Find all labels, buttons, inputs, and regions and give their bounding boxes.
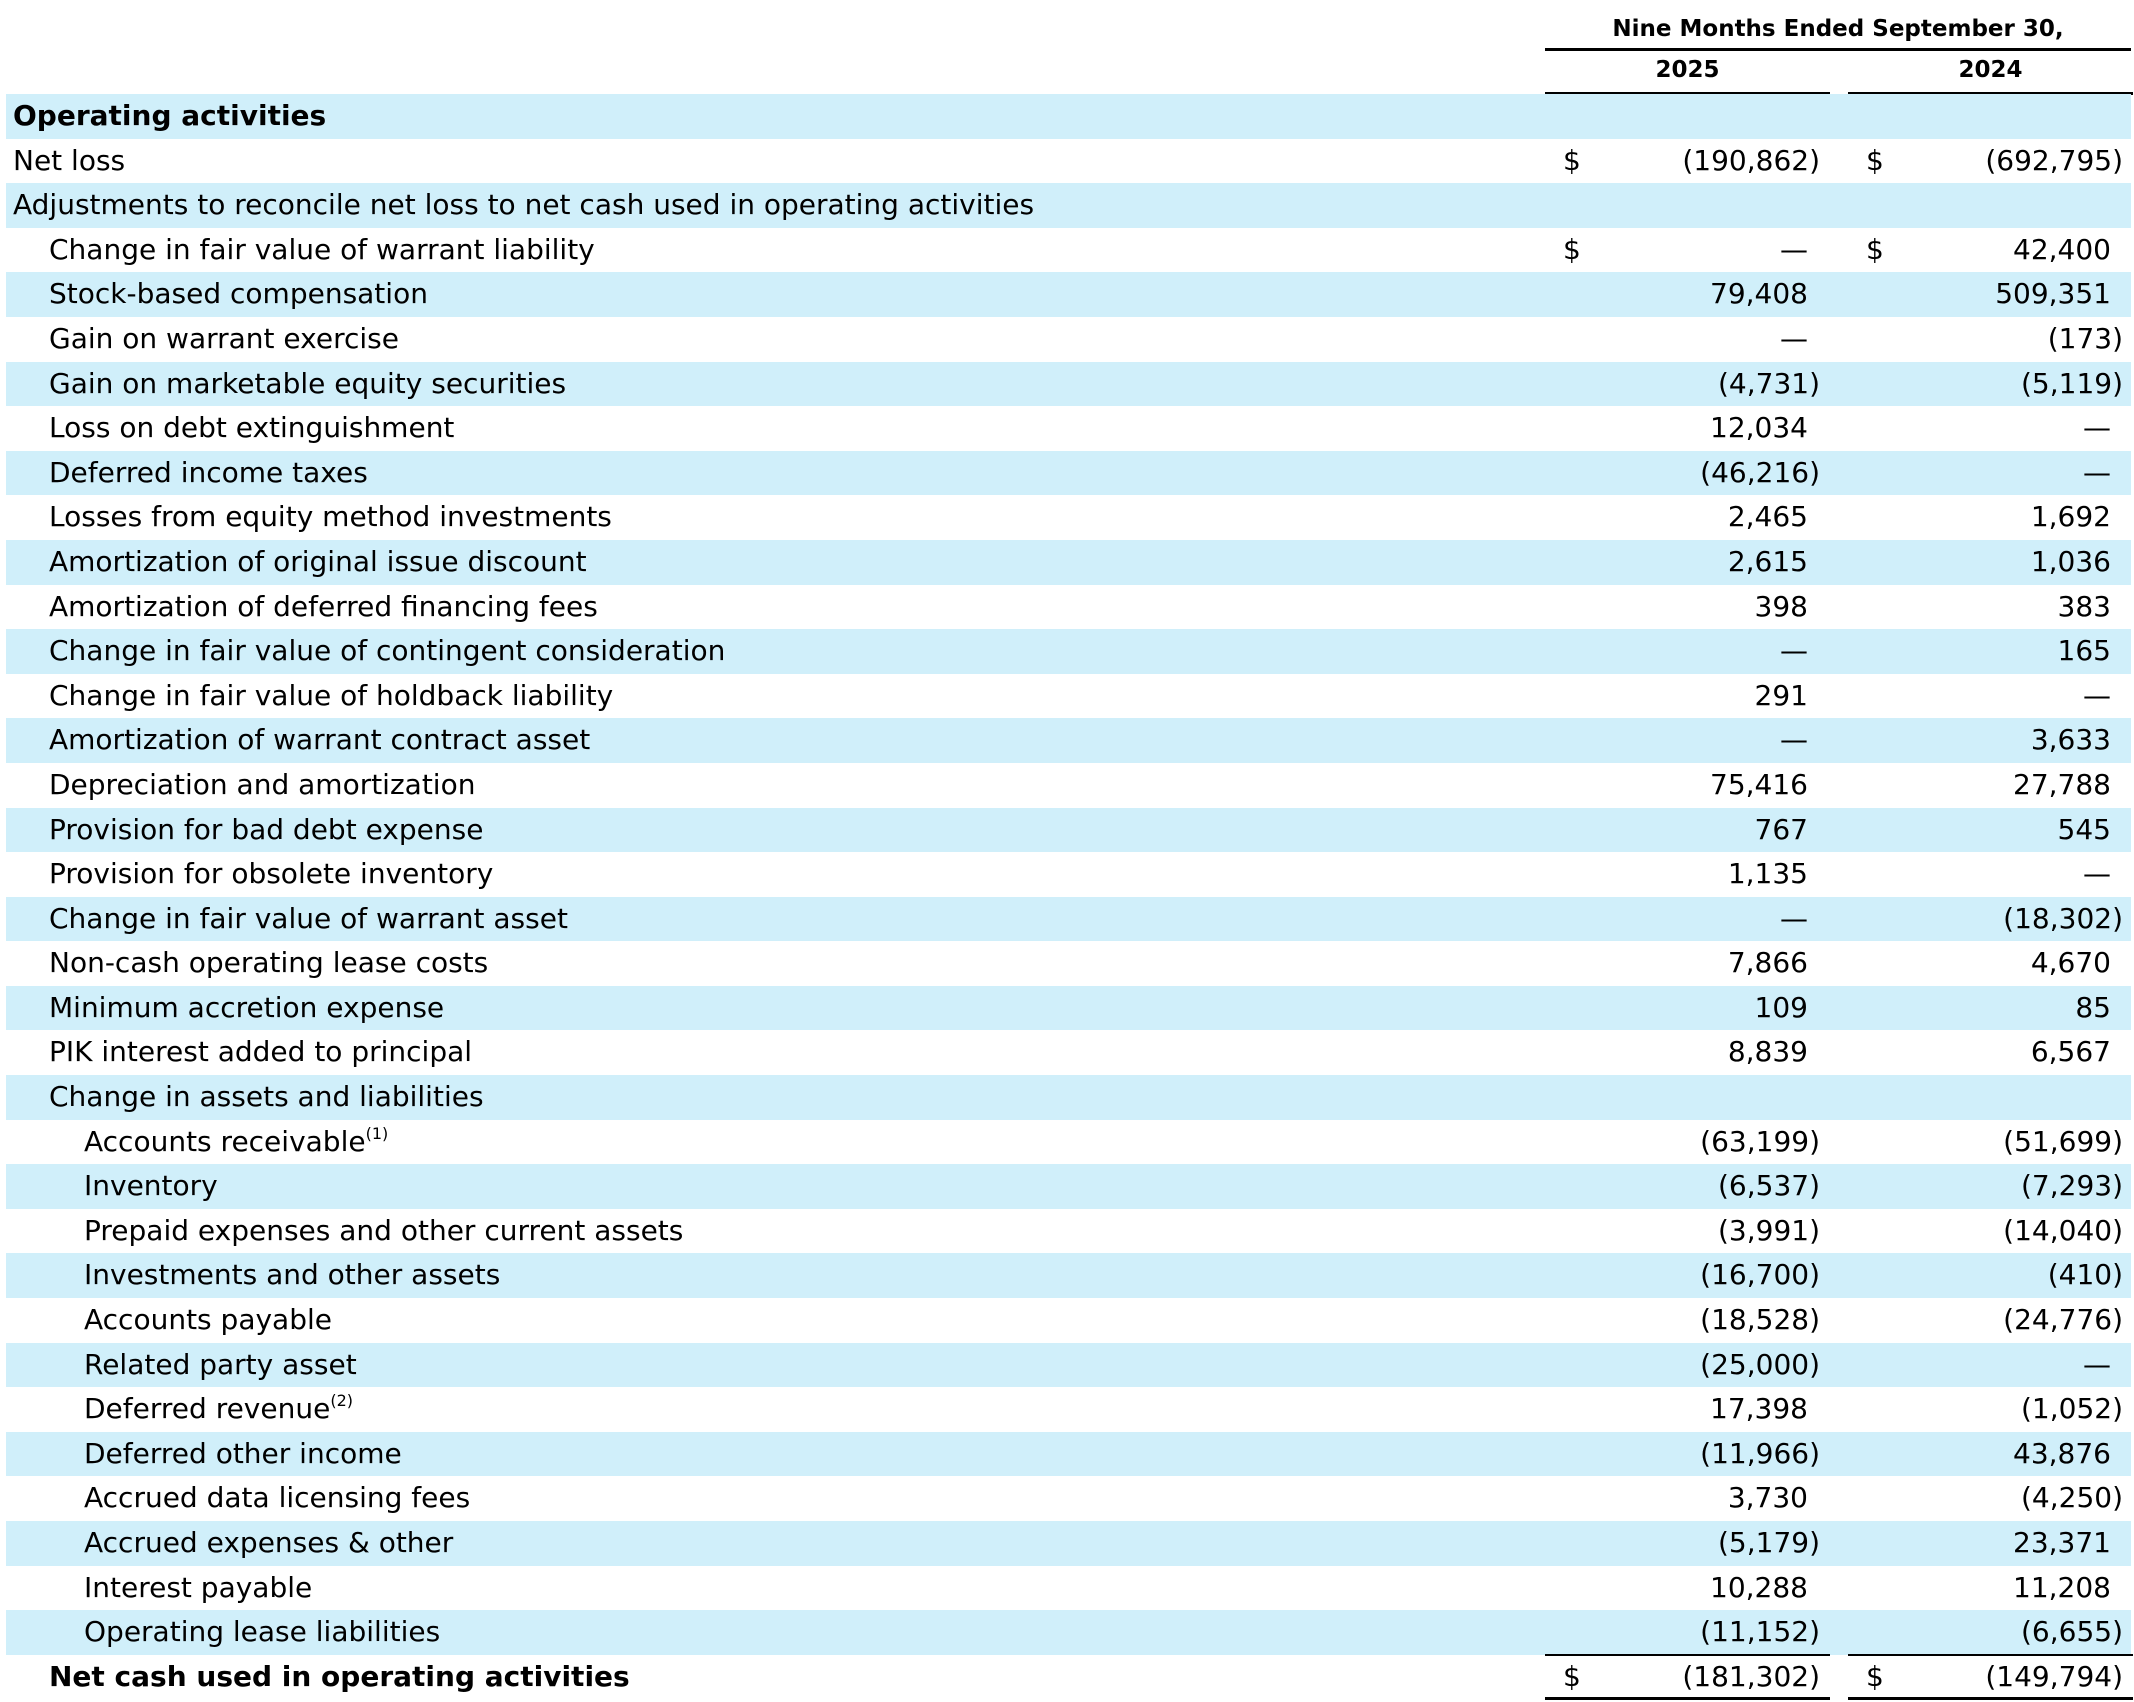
value-2024: 545	[2057, 812, 2111, 846]
currency-2024: $	[1866, 232, 1884, 266]
table-row	[6, 718, 2131, 763]
value-2024: 43,876	[2013, 1436, 2111, 1470]
currency-2025: $	[1563, 232, 1581, 266]
value-2024: 3,633	[2030, 723, 2111, 757]
value-2024: (14,040)	[2003, 1213, 2123, 1247]
row-label: Amortization of deferred financing fees	[49, 589, 598, 623]
value-2024: (410)	[2047, 1258, 2123, 1292]
value-2025: 398	[1754, 589, 1808, 623]
value-2025: —	[1780, 901, 1808, 935]
row-label: Amortization of warrant contract asset	[49, 723, 591, 757]
value-2025: 767	[1754, 812, 1808, 846]
table-row	[6, 1432, 2131, 1477]
value-2024: 1,692	[2030, 500, 2111, 534]
row-label: Prepaid expenses and other current assets	[84, 1213, 684, 1247]
table-row	[6, 1343, 2131, 1388]
footnote-marker: (1)	[365, 1123, 389, 1143]
row-label: Interest payable	[84, 1570, 313, 1604]
value-2025: (181,302)	[1682, 1659, 1820, 1693]
value-2025: 10,288	[1710, 1570, 1808, 1604]
row-label: Operating activities	[13, 99, 327, 132]
value-2024: (4,250)	[2020, 1481, 2123, 1515]
table-row	[6, 629, 2131, 674]
value-2024: —	[2083, 455, 2111, 489]
row-label: Gain on warrant exercise	[49, 321, 399, 355]
period-heading: Nine Months Ended September 30,	[1612, 16, 2064, 42]
row-label: Amortization of original issue discount	[49, 544, 587, 578]
currency-2024: $	[1866, 1659, 1884, 1693]
row-label: Accounts receivable$^{(1)}$	[84, 1123, 389, 1158]
total-2025-top-rule	[1545, 1654, 1830, 1656]
value-2024: —	[2083, 678, 2111, 712]
row-label: Deferred income taxes	[49, 455, 368, 489]
row-label: Deferred revenue$^{(2)}$	[84, 1391, 353, 1426]
value-2024: 6,567	[2030, 1035, 2111, 1069]
value-2025: (16,700)	[1700, 1258, 1820, 1292]
table-row	[6, 228, 2131, 273]
value-2025: 75,416	[1710, 767, 1808, 801]
value-2024: 383	[2057, 589, 2111, 623]
row-label: Non-cash operating lease costs	[49, 946, 489, 980]
currency-2024: $	[1866, 143, 1884, 177]
footnote-marker: (2)	[330, 1391, 353, 1411]
table-row	[6, 272, 2131, 317]
value-2025: 7,866	[1727, 946, 1808, 980]
value-2024: 85	[2075, 990, 2111, 1024]
row-label: Related party asset	[84, 1347, 357, 1381]
value-2025: 17,398	[1710, 1392, 1808, 1426]
table-row	[6, 808, 2131, 853]
row-label: Provision for obsolete inventory	[49, 857, 494, 891]
table-row	[6, 406, 2131, 451]
total-2024-bottom-rule	[1848, 1697, 2133, 1700]
value-2024: 4,670	[2030, 946, 2111, 980]
row-label: Gain on marketable equity securities	[49, 366, 567, 400]
value-2025: —	[1780, 723, 1808, 757]
value-2024: 23,371	[2013, 1526, 2111, 1559]
table-row	[6, 1387, 2131, 1432]
year-2025-heading: 2025	[1655, 57, 1720, 83]
row-label: Accounts payable	[84, 1303, 332, 1337]
total-2025-bottom-rule	[1545, 1697, 1830, 1700]
value-2025: (18,528)	[1700, 1303, 1820, 1337]
value-2024: (1,052)	[2020, 1392, 2123, 1426]
row-label: Accrued expenses & other	[84, 1526, 454, 1559]
value-2025: (25,000)	[1700, 1347, 1820, 1381]
value-2025: 3,730	[1727, 1481, 1808, 1515]
value-2024: (149,794)	[1985, 1659, 2123, 1693]
table-row	[6, 1030, 2131, 1075]
row-label: Depreciation and amortization	[49, 767, 476, 801]
row-label: Change in fair value of warrant asset	[49, 901, 568, 935]
value-2025: (6,537)	[1717, 1169, 1820, 1203]
value-2025: 291	[1754, 678, 1808, 712]
row-label: Deferred other income	[84, 1436, 402, 1470]
row-label: PIK interest added to principal	[49, 1035, 473, 1069]
table-row	[6, 986, 2131, 1031]
row-label: Operating lease liabilities	[84, 1615, 441, 1649]
value-2024: (51,699)	[2003, 1124, 2123, 1158]
value-2025: (4,731)	[1717, 366, 1820, 400]
value-2025: (63,199)	[1700, 1124, 1820, 1158]
value-2025: (3,991)	[1717, 1213, 1820, 1247]
value-2024: (6,655)	[2020, 1615, 2123, 1649]
value-2025: —	[1780, 321, 1808, 355]
table-row	[6, 495, 2131, 540]
value-2025: 2,465	[1727, 500, 1808, 534]
value-2025: 2,615	[1727, 544, 1808, 578]
value-2025: (11,966)	[1700, 1436, 1820, 1470]
value-2024: 1,036	[2030, 544, 2111, 578]
period-underline	[1545, 48, 2131, 51]
value-2025: (5,179)	[1717, 1526, 1820, 1559]
table-row	[6, 763, 2131, 808]
row-label: Losses from equity method investments	[49, 500, 612, 534]
value-2025: 1,135	[1727, 857, 1808, 891]
table-row	[6, 1610, 2131, 1655]
row-label: Net cash used in operating activities	[49, 1659, 630, 1693]
row-label: Accrued data licensing fees	[84, 1481, 471, 1515]
value-2025: (190,862)	[1682, 143, 1820, 177]
row-label: Loss on debt extinguishment	[49, 411, 455, 445]
row-label: Change in fair value of warrant liability	[49, 232, 595, 266]
value-2025: (11,152)	[1700, 1615, 1820, 1649]
table-row	[6, 451, 2131, 496]
currency-2025: $	[1563, 143, 1581, 177]
table-row	[6, 1164, 2131, 1209]
table-row	[6, 1298, 2131, 1343]
value-2024: (692,795)	[1985, 143, 2123, 177]
table-row	[6, 1566, 2131, 1611]
value-2024: 509,351	[1995, 277, 2111, 311]
year-2024-heading: 2024	[1958, 57, 2023, 83]
table-row	[6, 94, 2131, 139]
table-row	[6, 139, 2131, 184]
value-2024: 42,400	[2013, 232, 2111, 266]
table-row	[6, 1476, 2131, 1521]
currency-2025: $	[1563, 1659, 1581, 1693]
table-row	[6, 1521, 2131, 1566]
value-2024: (24,776)	[2003, 1303, 2123, 1337]
table-row	[6, 897, 2131, 942]
value-2025: 109	[1754, 990, 1808, 1024]
table-row	[6, 540, 2131, 585]
row-label: Investments and other assets	[84, 1258, 501, 1292]
table-row	[6, 674, 2131, 719]
cash-flow-table	[6, 94, 2131, 1699]
table-row	[6, 1075, 2131, 1120]
table-row	[6, 183, 2131, 228]
value-2024: 27,788	[2013, 767, 2111, 801]
table-row	[6, 362, 2131, 407]
value-2024: —	[2083, 411, 2111, 445]
value-2024: (18,302)	[2003, 901, 2123, 935]
value-2024: (5,119)	[2020, 366, 2123, 400]
row-label: Minimum accretion expense	[49, 990, 445, 1024]
value-2025: —	[1780, 232, 1808, 266]
row-label: Adjustments to reconcile net loss to net cash used in operating activities	[13, 188, 1035, 222]
value-2024: (173)	[2047, 321, 2123, 355]
table-row	[6, 1655, 2131, 1700]
row-label: Change in fair value of holdback liability	[49, 678, 614, 712]
table-header	[0, 0, 2134, 96]
value-2024: —	[2083, 1347, 2111, 1381]
value-2025: (46,216)	[1700, 455, 1820, 489]
row-label: Change in fair value of contingent consideration	[49, 634, 726, 668]
table-row	[6, 1209, 2131, 1254]
value-2025: —	[1780, 634, 1808, 668]
table-row	[6, 941, 2131, 986]
value-2025: 12,034	[1710, 411, 1808, 445]
value-2024: 165	[2057, 634, 2111, 668]
table-row	[6, 317, 2131, 362]
row-label: Stock-based compensation	[49, 277, 428, 311]
value-2024: —	[2083, 857, 2111, 891]
table-row	[6, 585, 2131, 630]
row-label: Provision for bad debt expense	[49, 812, 484, 846]
value-2024: (7,293)	[2020, 1169, 2123, 1203]
table-row	[6, 1120, 2131, 1165]
table-row	[6, 1253, 2131, 1298]
row-label: Net loss	[13, 143, 126, 177]
row-label: Inventory	[84, 1169, 218, 1203]
value-2024: 11,208	[2013, 1570, 2111, 1604]
total-2024-top-rule	[1848, 1654, 2133, 1656]
value-2025: 8,839	[1727, 1035, 1808, 1069]
row-label: Change in assets and liabilities	[49, 1080, 484, 1114]
table-row	[6, 852, 2131, 897]
value-2025: 79,408	[1710, 277, 1808, 311]
